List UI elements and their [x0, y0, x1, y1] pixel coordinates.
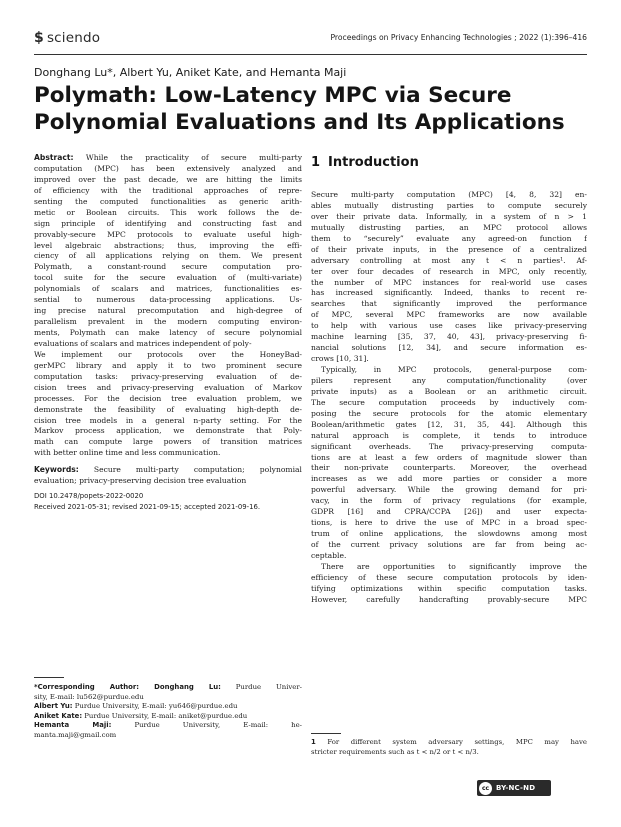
paper-title: [34, 82, 594, 136]
body-line: tifying optimizations within specific computation tasks.: [311, 583, 587, 593]
title-line: Polymath: Low-Latency MPC via Secure: [34, 83, 512, 108]
body-line: ceptable.: [311, 550, 347, 560]
abstract-line: parallelism prevalent in the modern computing environ-: [34, 317, 302, 327]
abstract-line: ciency of all applications relying on them. We present: [34, 251, 302, 261]
body-line: GDPR [16] and CPRA/CCPA [26]) and user expecta-: [311, 507, 587, 517]
body-line: to help with various use cases like privacy-preserving: [311, 321, 587, 331]
abstract-line: Polymath, a constant-round secure computation pro-: [34, 262, 302, 272]
abstract-line: with better online time and less communication.: [34, 448, 221, 458]
abstract-line: math can compute large powers of transition matrices: [34, 437, 302, 447]
abstract-line: metic or Boolean circuits. This work follows the de-: [34, 207, 302, 217]
abstract-line: Markov process application, we demonstrate that Poly-: [34, 426, 302, 436]
cc-icon: cc: [479, 782, 492, 795]
body-line: Boolean/arithmetic gates [12, 31, 35, 44]. Although this: [311, 419, 587, 429]
body-line: the number of MPC instances for real-world use cases: [311, 277, 587, 287]
affiliation-line: Aniket Kate: Purdue University, E-mail: aniket@purdue.edu: [34, 711, 248, 720]
abstract-line: gerMPC library and apply it to two prominent secure: [34, 360, 302, 370]
publisher-name: sciendo: [46, 30, 101, 46]
body-line: nancial solutions [12, 34], and secure information es-: [311, 343, 587, 353]
body-line: powerful adversary. While the growing demand for pri-: [311, 485, 587, 495]
body-line: crows [10, 31].: [311, 354, 369, 364]
keywords-label: Keywords:: [34, 465, 79, 475]
intro-paragraph-2: [311, 365, 587, 562]
body-line: The secure computation proceeds by inductively com-: [311, 397, 587, 407]
abstract-line: tocol suite for the secure evaluation of (multi-variate): [34, 273, 302, 283]
abstract-line: demonstrate the feasibility of evaluating high-depth de-: [34, 404, 302, 414]
author-list: Donghang Lu*, Albert Yu, Aniket Kate, and Hemanta Maji: [34, 66, 347, 79]
body-line: However, carefully handcrafting provably-secure MPC: [311, 594, 587, 604]
abstract: [34, 153, 302, 459]
dates: Received 2021-05-31; revised 2021-09-15; accepted 2021-09-16.: [34, 502, 261, 511]
body-line: has increased significantly. Indeed, thanks to recent re-: [311, 288, 587, 298]
title-line: Polynomial Evaluations and Its Applications: [34, 110, 565, 135]
keywords: [34, 465, 302, 487]
footnote-line: 1 For different system adversary settings, MPC may have: [311, 738, 587, 746]
abstract-line: computation tasks: privacy-preserving evaluation of de-: [34, 371, 302, 381]
body-line: trum of online applications, the slowdowns among most: [311, 529, 587, 539]
body-line: efficiency of these secure computation protocols by iden-: [311, 572, 587, 582]
body-line: them to “securely” evaluate any agreed-on function f: [311, 233, 587, 243]
body-line: private inputs) as a Boolean or an arithmetic circuit.: [311, 386, 587, 396]
abstract-line: ing precise natural precomputation and high-degree of: [34, 306, 302, 316]
body-line: mutually distrusting parties, an MPC protocol allows: [311, 222, 587, 232]
body-line: over their private data. Informally, in a system of n > 1: [311, 211, 587, 221]
abstract-line: senting the computed functionalities as generic arith-: [34, 196, 302, 206]
publisher-logo: [34, 30, 100, 46]
abstract-label: Abstract:: [34, 153, 74, 162]
abstract-line: ments, Polymath can make latency of secure polynomial: [34, 328, 302, 337]
keywords-line: Keywords: Secure multi-party computation; polynomial: [34, 465, 302, 475]
page-header: [34, 30, 587, 52]
body-line: There are opportunities to significantly improve the: [321, 561, 587, 571]
body-line: posing the secure protocols for the atomic elementary: [311, 408, 587, 418]
abstract-line: polynomials of scalars and matrices, functionalities es-: [34, 284, 302, 294]
body-line: tions are at least a few orders of magnitude slower than: [311, 452, 587, 462]
abstract-line: of efficiency with the traditional approaches of repre-: [34, 185, 302, 195]
affiliation-line: Albert Yu: Purdue University, E-mail: yu646@purdue.edu: [34, 702, 238, 711]
abstract-line: sential to numerous data-processing applications. Us-: [34, 295, 302, 305]
intro-paragraph-1: [311, 190, 587, 365]
body-line: vacy, in the form of privacy regulations (for example,: [311, 496, 587, 506]
body-line: ables mutually distrusting parties to compute securely: [311, 200, 587, 210]
section-number: 1: [311, 155, 321, 170]
body-line: increases as we add more parties or consider a more: [311, 474, 587, 484]
keywords-line: evaluation; privacy-preserving decision tree evaluation: [34, 476, 247, 486]
abstract-line: cision tree models in a general n-party setting. For the: [34, 415, 302, 425]
body-line: pilers represent any computation/functionality (over: [311, 375, 587, 385]
body-line: natural approach is complete, it tends to introduce: [311, 430, 587, 440]
license-text: BY-NC-ND: [496, 784, 536, 792]
footnote-rule: [311, 733, 341, 734]
abstract-line: Abstract: While the practicality of secure multi-party: [34, 153, 302, 162]
abstract-line: level algebraic abstractions; thus, improving the effi-: [34, 240, 302, 250]
intro-paragraph-3: [311, 562, 587, 606]
journal-citation: Proceedings on Privacy Enhancing Technologies ; 2022 (1):396–416: [330, 33, 587, 42]
affiliation-line: manta.maji@gmail.com: [34, 730, 117, 739]
body-line: Typically, in MPC protocols, general-purpose com-: [321, 365, 587, 374]
abstract-line: cision trees and privacy-preserving evaluation of Markov: [34, 382, 302, 392]
footnote-line: stricter requirements such as t < n/2 or t < n/3.: [311, 747, 479, 756]
body-line: significant overheads. The privacy-preserving computa-: [311, 441, 587, 451]
abstract-line: processes. For the decision tree evaluation problem, we: [34, 393, 302, 403]
abstract-line: We implement our protocols over the HoneyBad-: [34, 349, 302, 359]
affiliation-line: sity, E-mail: lu562@purdue.edu: [34, 692, 144, 701]
dollar-s-logo-icon: $: [34, 30, 44, 46]
left-column: [34, 153, 302, 512]
abstract-line: computation (MPC) has been extensively analyzed and: [34, 163, 302, 173]
doi: DOI 10.2478/popets-2022-0020: [34, 492, 144, 501]
affiliation-line: Hemanta Maji: Purdue University, E-mail: he-: [34, 721, 302, 730]
body-line: machine learning [35, 37, 40, 43], privacy-preserving fi-: [311, 332, 587, 342]
body-line: searches that significantly improved the performance: [311, 299, 587, 309]
body-line: ter over four decades of research in MPC, only recently,: [311, 266, 587, 276]
right-column: [311, 153, 587, 606]
header-rule: [34, 54, 587, 55]
abstract-line: sign principle of identifying and constructing fast and: [34, 218, 302, 228]
article-meta: [34, 491, 302, 512]
body-line: of MPC, several MPC frameworks are now available: [311, 310, 587, 320]
body-line: their non-private counterparts. Moreover, the overhead: [311, 463, 587, 473]
body-line: adversary controlling at most any t < n parties¹. Af-: [311, 255, 587, 265]
footnote-rule: [34, 677, 64, 678]
abstract-line: evaluations of scalars and matrices independent of poly-: [34, 338, 252, 348]
body-line: Secure multi-party computation (MPC) [4, 8, 32] en-: [311, 190, 587, 199]
author-affiliations: [34, 683, 302, 741]
body-line: tions, is here to drive the use of MPC in a broad spec-: [311, 518, 587, 528]
affiliation-line: *Corresponding Author: Donghang Lu: Purdue Univer-: [34, 683, 302, 691]
section-heading: [311, 153, 587, 173]
abstract-line: provably-secure MPC protocols to evaluate useful high-: [34, 229, 302, 239]
footnote: [311, 738, 587, 757]
body-line: of the current privacy solutions are far from being ac-: [311, 540, 587, 549]
abstract-line: improved over the past decade, we are hitting the limits: [34, 174, 302, 184]
section-title: Introduction: [328, 155, 419, 170]
license-badge[interactable]: [477, 780, 551, 796]
body-line: of their private inputs, in the presence of a centralized: [311, 244, 587, 254]
